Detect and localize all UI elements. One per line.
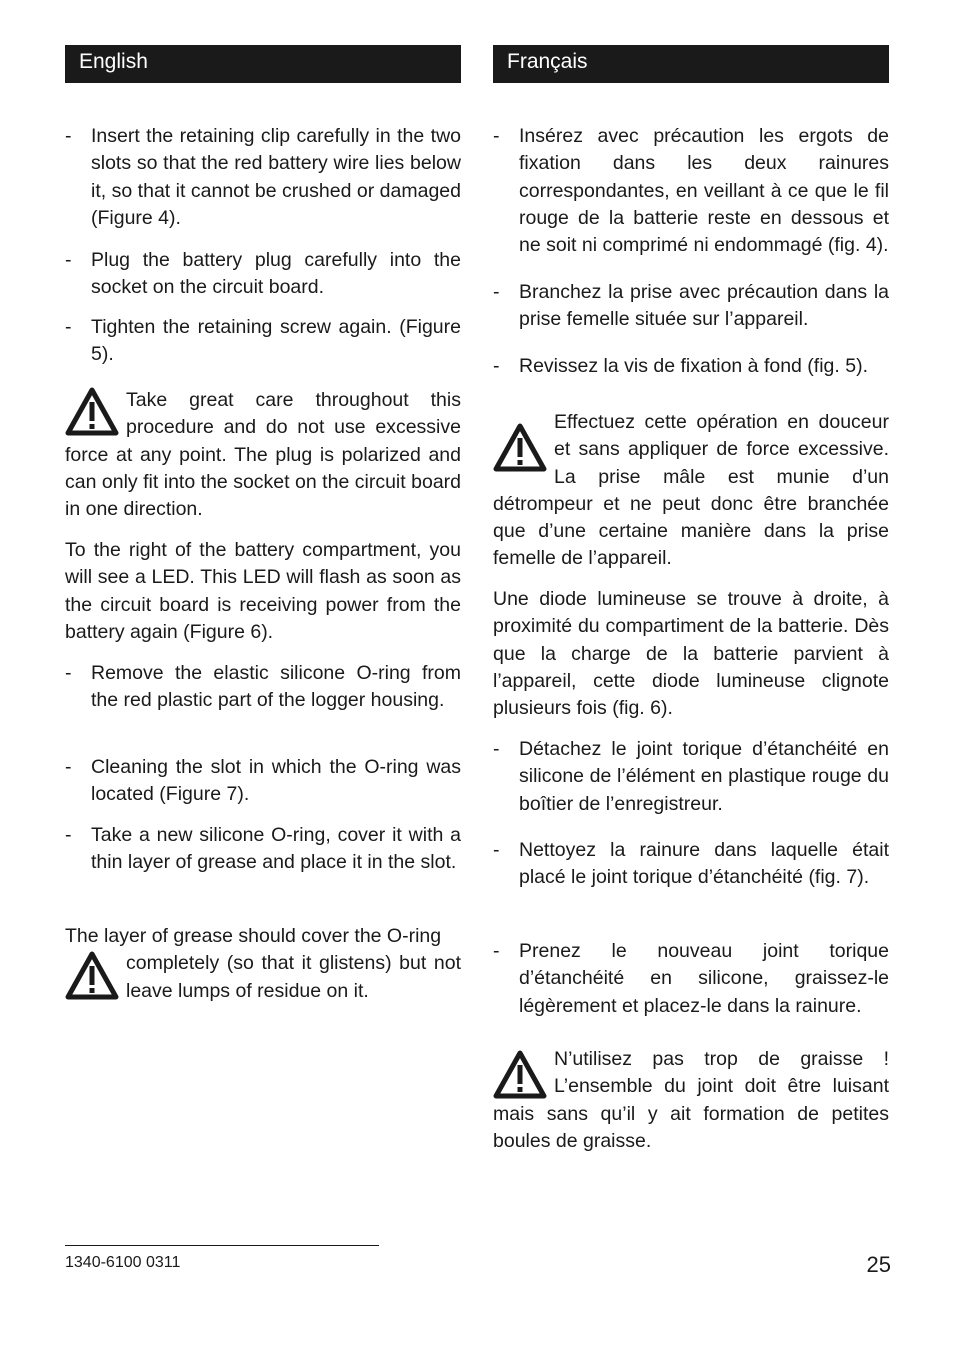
warning-note: The layer of grease should cover the O-ring completely (so that it glistens) but not leave lumps of residue on it. xyxy=(65,925,461,1002)
french-header: Français xyxy=(493,45,889,83)
list-item: - Revissez la vis de fixation à fond (fig. 5). xyxy=(493,355,868,377)
english-header: English xyxy=(65,45,461,83)
warning-triangle-icon xyxy=(493,1050,547,1100)
warning-triangle-icon xyxy=(493,423,547,473)
warning-note: Effectuez cette opération en douceur et sans appliquer de force excessive. La prise mâle est munie d’un détrompeur et ne peut donc être branchée que d’une certaine manière dans la prise femelle de l’appareil. xyxy=(493,411,889,570)
paragraph: To the right of the battery compartment, you will see a LED. This LED will flash as soon as the circuit board is receiving power from the battery again (Figure 6). xyxy=(65,539,461,643)
list-item: - Insert the retaining clip carefully in the two slots so that the red battery wire lies below it, so that it cannot be crushed or damaged (Figure 4). xyxy=(65,125,461,229)
list-item: - Remove the elastic silicone O-ring from the red plastic part of the logger housing. xyxy=(65,662,461,712)
english-column xyxy=(65,45,461,1002)
list-item: - Tighten the retaining screw again. (Figure 5). xyxy=(65,316,461,366)
list-item: - Cleaning the slot in which the O-ring was located (Figure 7). xyxy=(65,756,461,806)
warning-note: Take great care throughout this procedure and do not use excessive force at any point. The plug is polarized and can only fit into the socket on the circuit board in one direction. xyxy=(65,389,461,521)
paragraph: Une diode lumineuse se trouve à droite, à proximité du compartiment de la batterie. Dès que la charge de la batterie parvient à l’appareil, cette diode lumineuse clignote plusieurs fois (fig. 6). xyxy=(493,588,889,720)
list-item: - Branchez la prise avec précaution dans la prise femelle située sur l’appareil. xyxy=(493,281,889,331)
list-item: - Plug the battery plug carefully into the socket on the circuit board. xyxy=(65,249,461,299)
list-item: - Détachez le joint torique d’étanchéité en silicone de l’élément en plastique rouge du boîtier de l’enregistreur. xyxy=(493,738,889,815)
footer-divider xyxy=(65,1245,379,1246)
warning-triangle-icon xyxy=(65,387,119,437)
warning-triangle-icon xyxy=(65,951,119,1001)
page-number: 25 xyxy=(866,1252,891,1277)
list-item: - Insérez avec précaution les ergots de fixation dans les deux rainures correspondantes, en veillant à ce que le fil rouge de la batterie reste en dessous et ne soit ni comprimé ni endommagé (fig. 4). xyxy=(493,125,889,257)
document-number: 1340-6100 0311 xyxy=(65,1254,181,1271)
list-item: - Nettoyez la rainure dans laquelle était placé le joint torique d’étanchéité (fig. 7). xyxy=(493,839,889,889)
warning-note: N’utilisez pas trop de graisse ! L’ensemble du joint doit être luisant mais sans qu’il y ait formation de petites boules de graisse. xyxy=(493,1048,889,1152)
list-item: - Prenez le nouveau joint torique d’étanchéité en silicone, graissez-le légèrement et placez-le dans la rainure. xyxy=(493,940,889,1017)
french-column xyxy=(493,45,889,1152)
list-item: - Take a new silicone O-ring, cover it with a thin layer of grease and place it in the slot. xyxy=(65,824,461,874)
